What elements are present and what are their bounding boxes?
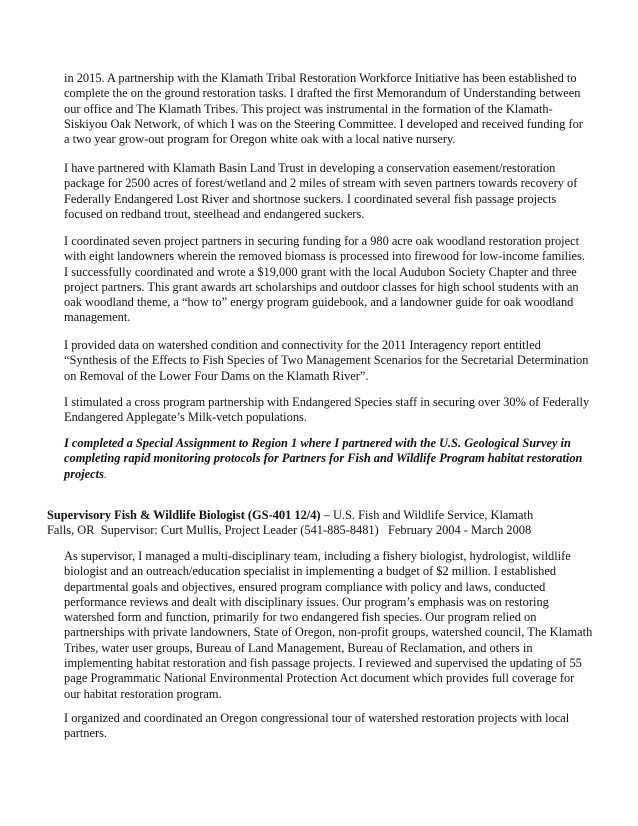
text-line: performance reviews and dealt with disciplinary issues. Our program’s emphasis was on restoring [64, 594, 549, 609]
paragraph-land-trust [64, 161, 577, 222]
paragraph-special-assignment [64, 436, 582, 483]
job-employer: – U.S. Fish and Wildlife Service, Klamath [320, 508, 534, 522]
text-line: departmental goals and objectives, ensured program compliance with policy and laws, conducted [64, 579, 546, 594]
text-line: project partners. This grant awards art scholarships and outdoor classes for high school students with an [64, 279, 579, 294]
text-line: I organized and coordinated an Oregon congressional tour of watershed restoration projects with local [64, 711, 570, 725]
text-line: implementing habitat restoration and fish passage projects. I reviewed and supervised the updating of 55 [64, 656, 582, 671]
text-line: “Synthesis of the Effects to Fish Species of Two Management Scenarios for the Secretarial Determination [64, 353, 589, 368]
job-heading [47, 508, 533, 539]
text-line-content: projects [64, 466, 104, 481]
job-heading-line-1 [47, 508, 533, 523]
text-line: on Removal of the Lower Four Dams on the Klamath River”. [64, 368, 369, 383]
text-line: I coordinated seven project partners in securing funding for a 980 acre oak woodland restoration project [64, 234, 580, 248]
text-line: I provided data on watershed condition and connectivity for the 2011 Interagency report entitled [64, 338, 541, 352]
text-line: watershed form and function, primarily for two endangered fish species. Our program relied on [64, 610, 537, 625]
paragraph-milk-vetch [64, 395, 589, 426]
text-line: Endangered Applegate’s Milk-vetch populations. [64, 410, 307, 425]
text-line: completing rapid monitoring protocols for Partners for Fish and Wildlife Program habitat restoration [64, 451, 583, 466]
text-line: complete the on the ground restoration tasks. I drafted the first Memorandum of Understanding between [64, 86, 581, 101]
text-line: As supervisor, I managed a multi-disciplinary team, including a fishery biologist, hydrologist, wildlife [64, 549, 571, 563]
text-line: I successfully coordinated and wrote a $19,000 grant with the local Audubon Society Chapter and three [64, 264, 577, 279]
paragraph-oak-network [64, 71, 583, 147]
text-line: Siskiyou Oak Network, of which I was on the Steering Committee. I developed and received funding for [64, 116, 583, 131]
text-line: focused on redband trout, steelhead and endangered suckers. [64, 206, 365, 221]
job-title: Supervisory Fish & Wildlife Biologist (GS-401 12/4) [47, 508, 321, 522]
text-line: package for 2500 acres of forest/wetland and 2 miles of stream with seven partners towards recovery of [64, 176, 578, 191]
text-line: Tribes, water user groups, Bureau of Land Management, Bureau of Reclamation, and others in [64, 640, 533, 655]
text-line: biologist and an outreach/education specialist in implementing a budget of $2 million. I established [64, 564, 557, 579]
paragraph-oak-woodland [64, 234, 585, 326]
trailing-period: . [103, 469, 107, 481]
text-line: page Programmatic National Environmental Protection Act document which provides full coverage for [64, 671, 575, 686]
text-line: a two year grow-out program for Oregon white oak with a local native nursery. [64, 132, 456, 147]
paragraph-supervisor-duties [64, 549, 592, 702]
text-line: with eight landowners wherein the removed biomass is processed into firewood for low-income families. [64, 249, 585, 264]
text-line: Federally Endangered Lost River and shortnose suckers. I coordinated several fish passage projects [64, 191, 557, 206]
paragraph-interagency-report [64, 338, 588, 384]
text-line: partners. [64, 726, 108, 741]
text-line: partnerships with private landowners, State of Oregon, non-profit groups, watershed council, The Klamath [64, 625, 593, 640]
text-line: oak woodland theme, a “how to” energy program guidebook, and a landowner guide for oak woodland [64, 295, 574, 310]
text-line [64, 467, 582, 483]
paragraph-congressional-tour [64, 711, 569, 742]
text-line: our office and The Klamath Tribes. This project was instrumental in the formation of the Klamath- [64, 101, 553, 116]
text-line: in 2015. A partnership with the Klamath Tribal Restoration Workforce Initiative has been established to [64, 71, 577, 85]
text-line: I stimulated a cross program partnership with Endangered Species staff in securing over 30% of Federally [64, 395, 590, 409]
text-line: I have partnered with Klamath Basin Land Trust in developing a conservation easement/restoration [64, 161, 556, 175]
text-line: management. [64, 310, 131, 325]
job-details: Falls, OR Supervisor: Curt Mullis, Project Leader (541-885-8481) February 2004 - March 2008 [47, 523, 532, 538]
text-line: our habitat restoration program. [64, 686, 222, 701]
text-line: I completed a Special Assignment to Region 1 where I partnered with the U.S. Geological Survey in [64, 436, 571, 450]
